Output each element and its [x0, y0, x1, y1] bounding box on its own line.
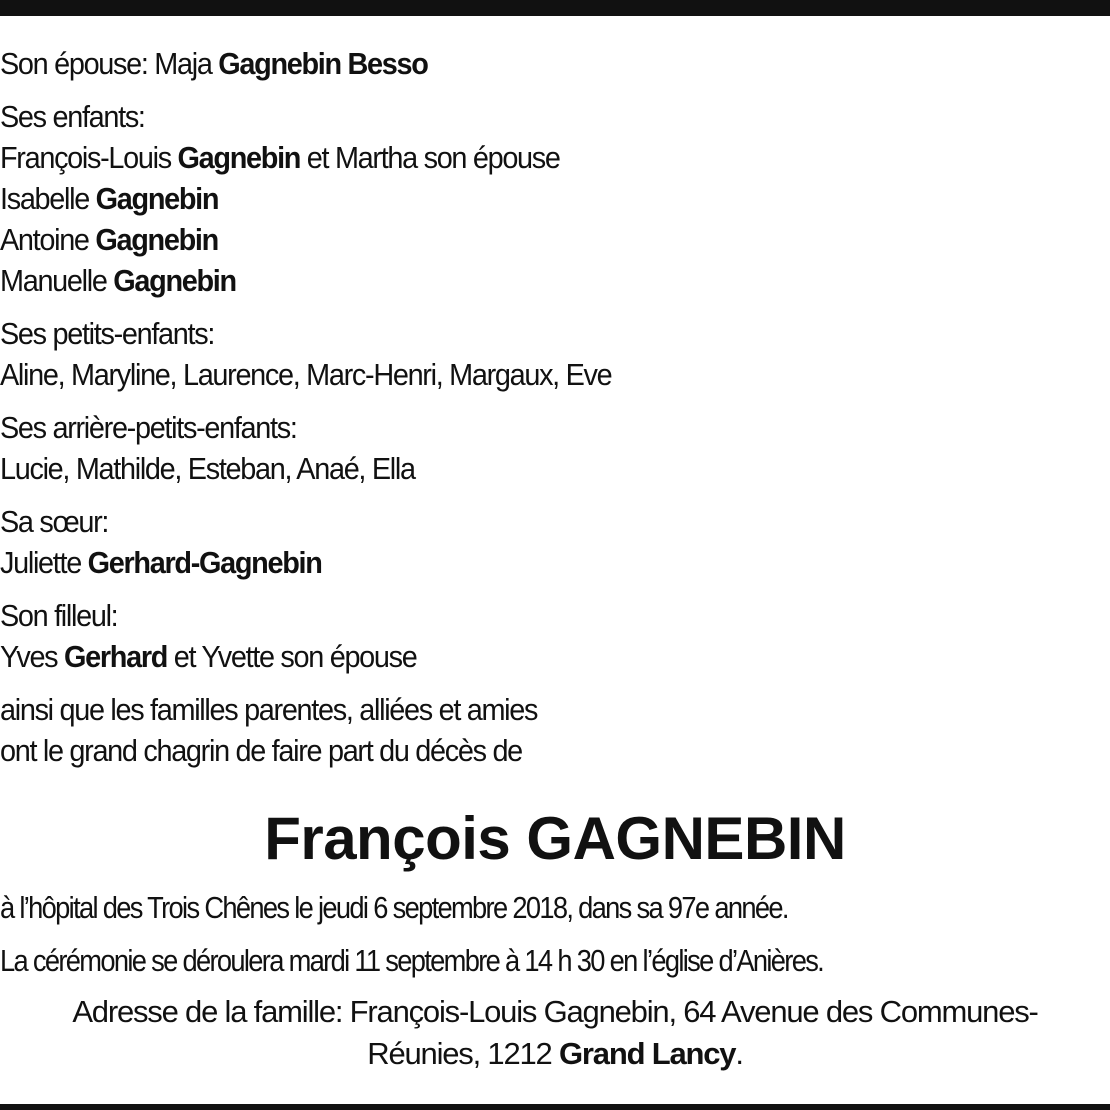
- great-grandchildren-header: Ses arrière-petits-enfants:: [0, 410, 297, 445]
- godson-last-name: Gerhard: [64, 639, 168, 674]
- spouse-line: [0, 43, 1032, 84]
- child-first-name: Isabelle: [0, 181, 96, 216]
- address-line-1: Adresse de la famille: François-Louis Gagnebin, 64 Avenue des Communes-: [72, 994, 1038, 1029]
- spouse-name: Gagnebin Besso: [218, 46, 428, 81]
- sister-header: Sa sœur:: [0, 504, 109, 539]
- sister-last-name: Gerhard-Gagnebin: [87, 545, 322, 580]
- sister-first-name: Juliette: [0, 545, 88, 580]
- godson-header: Son filleul:: [0, 598, 118, 633]
- grandchildren-names: Aline, Maryline, Laurence, Marc-Henri, Margaux, Eve: [0, 357, 612, 392]
- child-last-name: Gagnebin: [95, 181, 219, 216]
- child-first-name: François-Louis: [0, 140, 178, 175]
- children-header: Ses enfants:: [0, 99, 145, 134]
- closing-line-2: ont le grand chagrin de faire part du décès de: [0, 733, 522, 768]
- death-details: à l’hôpital des Trois Chênes le jeudi 6 septembre 2018, dans sa 97e année.: [0, 890, 788, 925]
- closing-line-1: ainsi que les familles parentes, alliées et amies: [0, 692, 538, 727]
- death-notice: [0, 43, 1110, 1075]
- great-grandchildren-names: Lucie, Mathilde, Esteban, Anaé, Ella: [0, 451, 415, 486]
- child-row: [0, 137, 1032, 178]
- child-last-name: Gagnebin: [95, 222, 218, 257]
- spouse-label: Son épouse: Maja: [0, 46, 219, 81]
- address-city: Grand Lancy: [559, 1036, 736, 1071]
- top-rule: [0, 0, 1110, 16]
- address-line-2-prefix: Réunies, 1212: [367, 1036, 560, 1071]
- godson-first-name: Yves: [0, 639, 65, 674]
- godson-spouse-note: et Yvette son épouse: [167, 639, 417, 674]
- godson-line: [0, 636, 1032, 677]
- child-row: [0, 219, 1032, 260]
- child-last-name: Gagnebin: [177, 140, 301, 175]
- child-row: [0, 260, 1032, 301]
- grandchildren-header: Ses petits-enfants:: [0, 316, 215, 351]
- sister-line: [0, 542, 1032, 583]
- deceased-name: François GAGNEBIN: [264, 805, 846, 872]
- child-last-name: Gagnebin: [113, 263, 236, 298]
- child-first-name: Antoine: [0, 222, 96, 257]
- child-row: [0, 178, 1032, 219]
- child-spouse-note: et Martha son épouse: [300, 140, 560, 175]
- address-line-2-suffix: .: [735, 1036, 743, 1071]
- child-first-name: Manuelle: [0, 263, 114, 298]
- ceremony-details: La cérémonie se déroulera mardi 11 septembre à 14 h 30 en l’église d’Anières.: [0, 943, 824, 978]
- bottom-rule: [0, 1104, 1110, 1110]
- family-address: [0, 991, 1110, 1075]
